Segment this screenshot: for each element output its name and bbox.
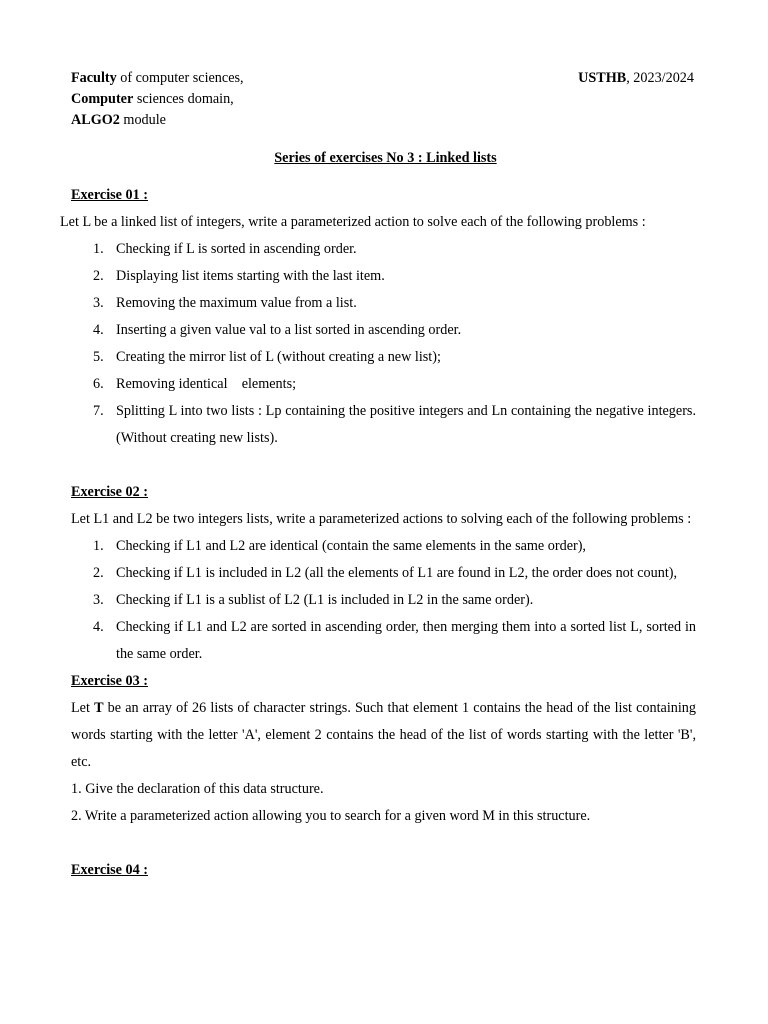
- exercise-02-intro: Let L1 and L2 be two integers lists, write a parameterized actions to solving each of the following problems :: [71, 511, 692, 527]
- list-item: 1. Checking if L1 and L2 are identical (contain the same elements in the same order),: [93, 538, 586, 554]
- exercise-03-question-1: 1. Give the declaration of this data structure.: [71, 781, 324, 797]
- list-item: 3. Removing the maximum value from a list.: [93, 295, 357, 311]
- exercise-03-paragraph: Let T be an array of 26 lists of character strings. Such that element 1 contains the head of the list containing words starting with the letter 'A', element 2 contains the head of the list of words starting with the letter 'B', etc.: [71, 700, 696, 770]
- exercise-02-title: Exercise 02 :: [71, 484, 148, 500]
- exercise-04: [71, 857, 696, 884]
- list-item: 1. Checking if L is sorted in ascending order.: [93, 241, 357, 257]
- header-faculty-line: Faculty of computer sciences,: [71, 70, 244, 86]
- list-item: 6. Removing identical elements;: [93, 376, 297, 392]
- document-page: [60, 68, 696, 884]
- exercise-04-title: Exercise 04 :: [71, 862, 148, 878]
- list-item: 2. Checking if L1 is included in L2 (all the elements of L1 are found in L2, the order does not count),: [93, 565, 678, 581]
- list-item: 7. Splitting L into two lists : Lp containing the positive integers and Ln containing the negative integers. (Without creating new lists).: [93, 403, 696, 446]
- exercise-01-title: Exercise 01 :: [71, 187, 148, 203]
- list-item: 3. Checking if L1 is a sublist of L2 (L1 is included in L2 in the same order).: [93, 592, 534, 608]
- exercise-01: [60, 182, 696, 452]
- exercise-03-title: Exercise 03 :: [71, 673, 148, 689]
- exercise-03: [71, 668, 696, 830]
- exercise-02: [71, 479, 696, 668]
- list-item: 4. Inserting a given value val to a list sorted in ascending order.: [93, 322, 462, 338]
- exercise-03-question-2: 2. Write a parameterized action allowing you to search for a given word M in this structure.: [71, 808, 591, 824]
- exercise-01-intro: Let L be a linked list of integers, write a parameterized action to solve each of the following problems :: [60, 214, 646, 230]
- header-module-line: ALGO2 module: [71, 112, 166, 128]
- header-university-year: USTHB, 2023/2024: [578, 70, 694, 86]
- list-item: 4. Checking if L1 and L2 are sorted in ascending order, then merging them into a sorted list L, sorted in the same order.: [93, 619, 696, 662]
- header-domain-line: Computer sciences domain,: [71, 91, 234, 107]
- list-item: 5. Creating the mirror list of L (without creating a new list);: [93, 349, 441, 365]
- document-header: [71, 68, 696, 131]
- exercise-02-list: [71, 533, 696, 668]
- page-title: Series of exercises No 3 : Linked lists: [274, 150, 497, 166]
- exercise-01-list: [71, 236, 696, 452]
- list-item: 2. Displaying list items starting with the last item.: [93, 268, 385, 284]
